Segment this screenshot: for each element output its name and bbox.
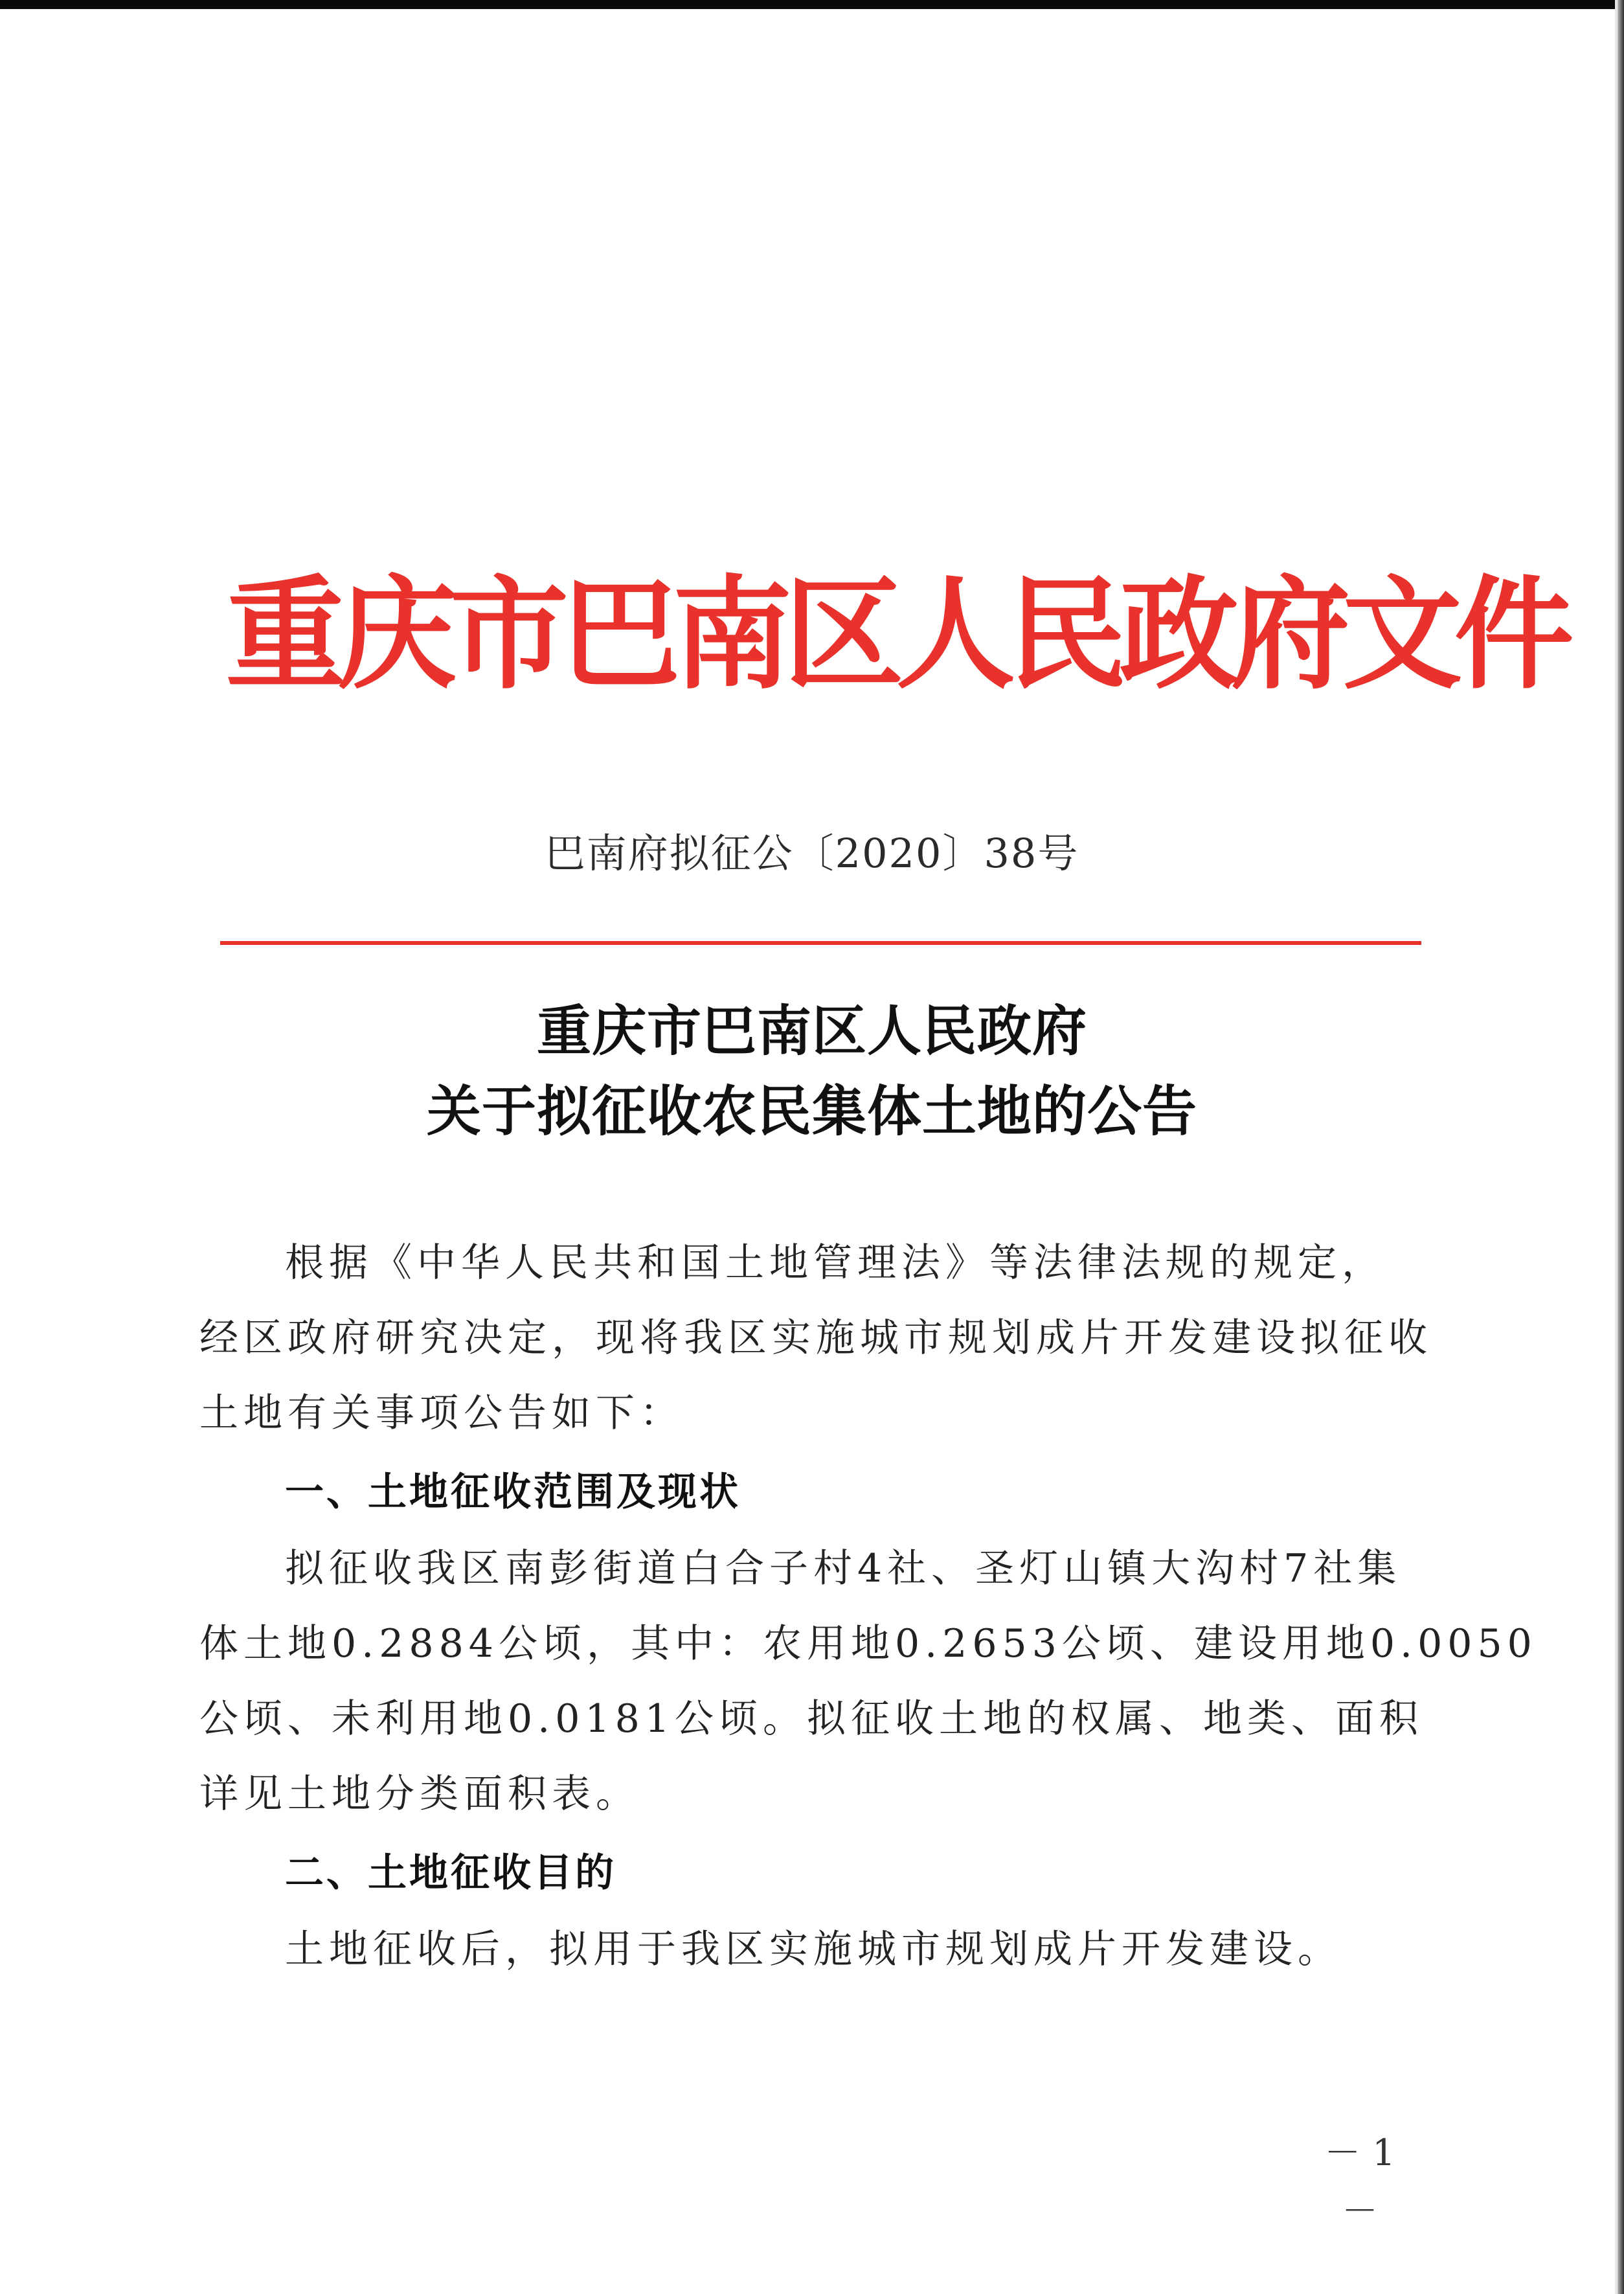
section-1-heading: 一、土地征收范围及现状 — [285, 1470, 741, 1515]
section-2-line-1: 土地征收后，拟用于我区实施城市规划成片开发建设。 — [285, 1927, 1342, 1972]
intro-paragraph-line-1: 根据《中华人民共和国土地管理法》等法律法规的规定， — [285, 1240, 1386, 1286]
notice-title-line-2: 关于拟征收农民集体土地的公告 — [426, 1079, 1197, 1143]
section-2-heading: 二、土地征收目的 — [285, 1850, 616, 1896]
page-number: － 1 － — [1324, 2132, 1395, 2232]
document-number: 巴南府拟征公〔2020〕38号 — [545, 830, 1079, 877]
intro-paragraph-line-2: 经区政府研究决定，现将我区实施城市规划成片开发建设拟征收 — [199, 1315, 1432, 1361]
section-1-line-3: 公顷、未利用地0.0181公顷。拟征收土地的权属、地类、面积 — [199, 1696, 1423, 1742]
section-1-line-2: 体土地0.2884公顷，其中：农用地0.2653公顷、建设用地0.0050 — [199, 1621, 1537, 1666]
document-red-header-title: 重庆市巴南区人民政府文件 — [225, 563, 1566, 706]
scan-border-top — [0, 0, 1624, 9]
section-1-line-1: 拟征收我区南彭街道白合子村4社、圣灯山镇大沟村7社集 — [285, 1546, 1402, 1591]
red-separator-line — [220, 941, 1421, 945]
intro-paragraph-line-3: 土地有关事项公告如下： — [199, 1391, 684, 1436]
notice-title-line-1: 重庆市巴南区人民政府 — [536, 999, 1087, 1063]
section-1-line-4: 详见土地分类面积表。 — [199, 1771, 640, 1817]
